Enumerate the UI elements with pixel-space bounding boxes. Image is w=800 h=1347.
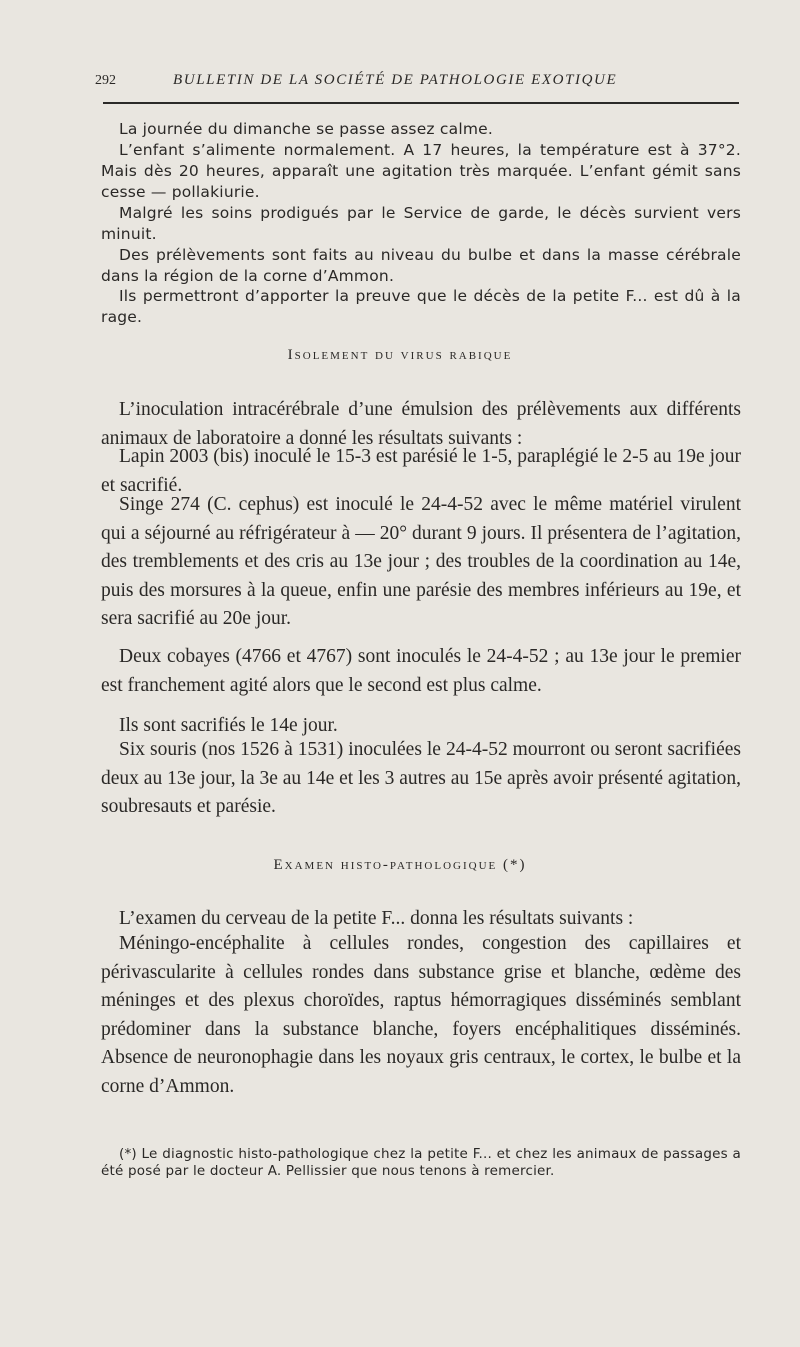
paragraph-souris: Six souris (nos 1526 à 1531) inoculées le 24-4-52 mourront ou seront sacrifiées deux au 13e jour, la 3e au 14e et les 3 autres au 15e après avoir présenté agitation, soubresauts et parésie. xyxy=(101,739,741,817)
paragraph-inoculation: L’inoculation intracérébrale d’une émulsion des prélèvements aux différents animaux de laboratoire a donné les résultats suivants : xyxy=(101,399,741,449)
paragraph-meningo: Méningo-encéphalite à cellules rondes, congestion des capillaires et périvascularite à cellules rondes dans substance grise et blanche, œdème des méninges et des plexus choroïdes, raptus hémorragiques disséminés semblant prédominer dans la substance blanche, foyers encéphalitiques disséminés. Absence de neuronophagie dans les noyaux gris centraux, le cortex, le bulbe et la corne d’Ammon. xyxy=(101,933,741,1097)
running-title: BULLETIN DE LA SOCIÉTÉ DE PATHOLOGIE EXOTIQUE xyxy=(173,72,618,88)
section-heading-isolement: Isolement du virus rabique xyxy=(287,347,513,363)
paragraph-proof: Ils permettront d’apporter la preuve que le décès de la petite F... est dû à la rage. xyxy=(101,287,741,326)
paragraph-sunday: La journée du dimanche se passe assez calme. xyxy=(119,120,493,138)
section-heading-examen: Examen histo-pathologique (*) xyxy=(273,857,527,873)
paragraph-death: Malgré les soins prodigués par le Service de garde, le décès survient vers minuit. xyxy=(101,204,741,243)
paragraph-samples: Des prélèvements sont faits au niveau du bulbe et dans la masse cérébrale dans la région de la corne d’Ammon. xyxy=(101,246,741,285)
paragraph-examen: L’examen du cerveau de la petite F... donna les résultats suivants : xyxy=(119,908,634,929)
paragraph-singe: Singe 274 (C. cephus) est inoculé le 24-4-52 avec le même matériel virulent qui a séjourné au réfrigérateur à — 20° durant 9 jours. Il présentera de l’agitation, des tremblements et des cris au 13e jour ; des troubles de la coordination au 14e, puis des morsures à la queue, enfin une parésie des membres inférieurs au 19e, et sera sacrifié au 20e jour. xyxy=(101,494,741,629)
header-rule xyxy=(103,102,739,104)
paragraph-lapin: Lapin 2003 (bis) inoculé le 15-3 est parésié le 1-5, paraplégié le 2-5 au 19e jour et sacrifié. xyxy=(101,446,741,496)
page-number: 292 xyxy=(95,73,116,88)
footnote: (*) Le diagnostic histo-pathologique chez la petite F... et chez les animaux de passages a été posé par le docteur A. Pellissier que nous tenons à remercier. xyxy=(101,1146,741,1179)
paragraph-temperature: L’enfant s’alimente normalement. A 17 heures, la température est à 37°2. Mais dès 20 heures, apparaît une agitation très marquée. L’enfant gémit sans cesse — pollakiurie. xyxy=(101,141,741,201)
paragraph-cobayes: Deux cobayes (4766 et 4767) sont inoculés le 24-4-52 ; au 13e jour le premier est franchement agité alors que le second est plus calme. xyxy=(101,646,741,696)
paragraph-sacrifies: Ils sont sacrifiés le 14e jour. xyxy=(119,715,338,736)
